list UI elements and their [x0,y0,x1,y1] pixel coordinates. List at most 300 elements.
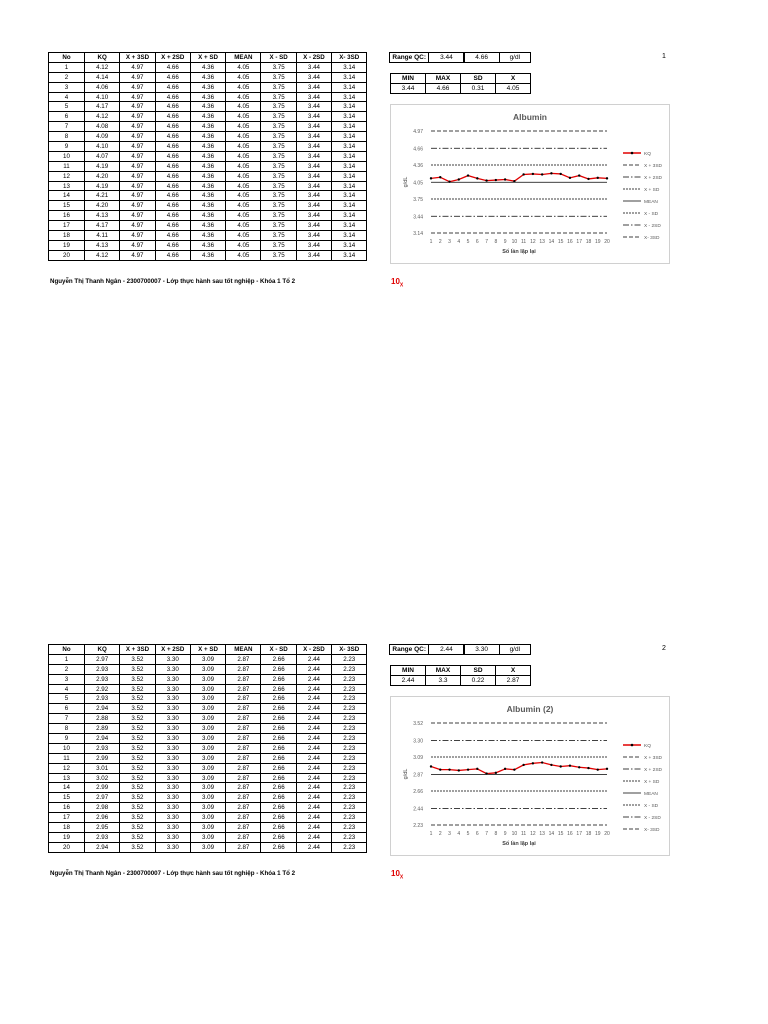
qc-table [48,52,367,261]
limit-cell: 3.30 [155,793,190,803]
table-row [49,181,367,191]
table-row [49,82,367,92]
limit-cell: 4.05 [226,221,261,231]
limit-cell: 2.23 [332,763,367,773]
kq-point [476,768,478,770]
limit-cell: 2.87 [226,793,261,803]
limit-cell: 3.09 [190,694,225,704]
kq-point [578,174,580,176]
kq-point [587,767,589,769]
limit-cell: 4.97 [120,72,155,82]
kq-point [504,178,506,180]
limit-cell: 2.66 [261,832,296,842]
qc-table-header [49,53,367,63]
table-row [49,161,367,171]
limit-cell: 2.87 [226,684,261,694]
row-number: 11 [49,753,85,763]
limit-cell: 4.66 [155,132,190,142]
y-tick-label: 3.44 [413,214,423,221]
kq-cell: 3.01 [85,763,120,773]
x-tick-label: 2 [438,831,442,837]
stat-x-value: 4.05 [496,84,531,94]
limit-cell: 3.75 [261,201,296,211]
table-row [49,250,367,260]
kq-point [569,764,571,766]
x-tick-label: 12 [530,831,536,837]
limit-cell: 4.66 [155,92,190,102]
table-row [49,240,367,250]
limit-cell: 3.75 [261,142,296,152]
limit-cell: 3.30 [155,842,190,852]
limit-cell: 2.44 [296,734,331,744]
limit-cell: 3.52 [120,724,155,734]
limit-cell: 3.30 [155,753,190,763]
kq-cell: 2.97 [85,654,120,664]
limit-cell: 3.44 [296,102,331,112]
limit-cell: 2.44 [296,753,331,763]
limit-cell: 3.75 [261,62,296,72]
kq-cell: 4.17 [85,102,120,112]
kq-point [458,769,460,771]
x-tick-label: 1 [429,831,433,837]
legend-label: X- 3SD [644,827,660,833]
limit-cell: 4.05 [226,142,261,152]
row-number: 18 [49,823,85,833]
kq-cell: 2.99 [85,753,120,763]
limit-cell: 4.36 [190,171,225,181]
limit-cell: 4.36 [190,191,225,201]
x-tick-label: 5 [466,831,470,837]
y-tick-label: 3.14 [413,231,423,237]
limit-cell: 3.44 [296,240,331,250]
kq-cell: 4.13 [85,240,120,250]
row-number: 12 [49,171,85,181]
x-tick-label: 18 [585,239,592,245]
limit-cell: 4.66 [155,62,190,72]
limit-cell: 3.14 [332,112,367,122]
limit-cell: 4.97 [120,102,155,112]
limit-cell: 2.66 [261,704,296,714]
limit-cell: 3.52 [120,743,155,753]
stat-sd-label: SD [461,74,496,84]
limit-cell: 3.44 [296,231,331,241]
kq-point [430,765,432,767]
kq-cell: 2.93 [85,674,120,684]
chart-svg [391,697,669,855]
limit-cell: 4.36 [190,201,225,211]
limit-cell: 4.05 [226,62,261,72]
limit-cell: 4.36 [190,231,225,241]
range-qc-label: Range QC: [389,644,429,655]
limit-cell: 3.30 [155,783,190,793]
y-tick-label: 4.66 [413,146,423,153]
limit-cell: 3.52 [120,654,155,664]
table-row [49,151,367,161]
limit-cell: 4.05 [226,132,261,142]
limit-cell: 2.23 [332,842,367,852]
row-number: 19 [49,240,85,250]
limit-cell: 3.44 [296,112,331,122]
footer-author: Nguyễn Thị Thanh Ngân - 2300700007 - Lớp thực hành sau tốt nghiệp - Khóa 1 Tổ 2 [50,278,296,285]
limit-cell: 3.14 [332,102,367,112]
kq-point [597,177,599,179]
stats-table [390,73,531,94]
col-x-minus-2sd: X - 2SD [296,53,331,63]
y-tick-label: 4.97 [413,129,423,135]
row-number: 3 [49,82,85,92]
limit-cell: 3.52 [120,753,155,763]
table-row [49,664,367,674]
limit-cell: 2.23 [332,654,367,664]
limit-cell: 3.44 [296,181,331,191]
limit-cell: 3.14 [332,171,367,181]
legend-label: X + 2SD [644,175,662,181]
limit-cell: 2.66 [261,714,296,724]
limit-cell: 2.23 [332,783,367,793]
limit-cell: 2.66 [261,743,296,753]
limit-cell: 2.87 [226,734,261,744]
limit-cell: 3.14 [332,240,367,250]
limit-cell: 3.44 [296,142,331,152]
row-number: 15 [49,201,85,211]
kq-cell: 2.93 [85,664,120,674]
table-row [49,823,367,833]
limit-cell: 2.44 [296,842,331,852]
limit-cell: 4.66 [155,191,190,201]
limit-cell: 2.87 [226,813,261,823]
limit-cell: 2.87 [226,823,261,833]
table-row [49,132,367,142]
limit-cell: 3.14 [332,151,367,161]
kq-point [550,172,552,174]
kq-cell: 4.17 [85,221,120,231]
range-qc-low: 2.44 [428,644,464,655]
x-tick-label: 16 [567,831,573,837]
limit-cell: 4.66 [155,221,190,231]
table-row [49,231,367,241]
limit-cell: 4.97 [120,122,155,132]
row-number: 20 [49,842,85,852]
kq-point [430,177,432,179]
row-number: 16 [49,803,85,813]
kq-cell: 4.12 [85,250,120,260]
kq-cell: 3.02 [85,773,120,783]
limit-cell: 3.30 [155,763,190,773]
kq-point [550,764,552,766]
limit-cell: 4.36 [190,122,225,132]
table-row [49,793,367,803]
x-tick-label: 12 [530,239,536,245]
limit-cell: 4.05 [226,211,261,221]
limit-cell: 2.66 [261,783,296,793]
limit-cell: 4.97 [120,82,155,92]
kq-cell: 2.99 [85,783,120,793]
qc-table [48,644,367,853]
limit-cell: 3.09 [190,793,225,803]
limit-cell: 3.30 [155,813,190,823]
row-number: 7 [49,714,85,724]
limit-cell: 2.44 [296,684,331,694]
col-x-sd: X + SD [190,53,225,63]
limit-cell: 2.66 [261,773,296,783]
kq-cell: 2.93 [85,694,120,704]
x-tick-label: 15 [557,831,564,837]
limit-cell: 2.44 [296,803,331,813]
limit-cell: 3.09 [190,803,225,813]
kq-cell: 4.14 [85,72,120,82]
x-tick-label: 16 [567,239,573,245]
table-row [49,112,367,122]
col-x-3sd: X + 3SD [120,53,155,63]
legend-label: MEAN [644,199,658,205]
limit-cell: 3.52 [120,773,155,783]
x-tick-label: 20 [604,831,610,837]
kq-point [504,768,506,770]
x-tick-label: 14 [548,239,555,245]
limit-cell: 2.87 [226,724,261,734]
limit-cell: 2.23 [332,714,367,724]
limit-cell: 2.87 [226,654,261,664]
limit-cell: 3.30 [155,823,190,833]
kq-point [448,768,450,770]
kq-point [485,772,487,774]
table-row [49,684,367,694]
kq-cell: 4.11 [85,231,120,241]
limit-cell: 4.66 [155,102,190,112]
limit-cell: 4.97 [120,181,155,191]
kq-cell: 2.97 [85,793,120,803]
stat-max-label: MAX [426,74,461,84]
table-row [49,813,367,823]
limit-cell: 2.87 [226,832,261,842]
row-number: 20 [49,250,85,260]
levey-jennings-chart [390,104,670,264]
limit-cell: 4.97 [120,231,155,241]
stat-min-label: MIN [391,74,426,84]
limit-cell: 3.52 [120,823,155,833]
limit-cell: 2.66 [261,684,296,694]
range-qc [390,644,531,655]
limit-cell: 3.30 [155,724,190,734]
limit-cell: 2.87 [226,743,261,753]
row-number: 3 [49,674,85,684]
y-tick-label: 3.75 [413,197,423,203]
row-number: 15 [49,793,85,803]
limit-cell: 2.23 [332,753,367,763]
kq-point [532,173,534,175]
x-tick-label: 11 [521,239,527,245]
x-tick-label: 19 [594,239,601,245]
row-number: 5 [49,694,85,704]
kq-series-line [431,173,607,181]
legend-label: KQ [644,151,651,157]
limit-cell: 2.66 [261,803,296,813]
legend-marker [631,744,634,747]
limit-cell: 4.05 [226,240,261,250]
stat-sd-value: 0.22 [461,676,496,686]
table-row [49,654,367,664]
kq-cell: 4.19 [85,161,120,171]
limit-cell: 3.14 [332,181,367,191]
limit-cell: 3.44 [296,171,331,181]
limit-cell: 2.87 [226,773,261,783]
kq-point [559,173,561,175]
table-row [49,211,367,221]
limit-cell: 4.66 [155,142,190,152]
qc-table-header [49,645,367,655]
stat-sd-label: SD [461,666,496,676]
table-row [49,122,367,132]
kq-cell: 4.21 [85,191,120,201]
table-row [49,773,367,783]
limit-cell: 4.66 [155,171,190,181]
limit-cell: 2.87 [226,842,261,852]
kq-point [439,768,441,770]
limit-cell: 2.66 [261,664,296,674]
row-number: 17 [49,813,85,823]
limit-cell: 4.36 [190,102,225,112]
kq-cell: 2.88 [85,714,120,724]
x-axis-label: Số lần lặp lại [502,841,536,847]
limit-cell: 3.75 [261,151,296,161]
table-row [49,221,367,231]
col-no: No [49,53,85,63]
limit-cell: 3.14 [332,132,367,142]
row-number: 9 [49,142,85,152]
limit-cell: 4.05 [226,171,261,181]
kq-point [606,177,608,179]
limit-cell: 3.09 [190,664,225,674]
limit-cell: 2.87 [226,714,261,724]
x-tick-label: 7 [485,239,488,245]
table-row [49,201,367,211]
limit-cell: 4.66 [155,231,190,241]
limit-cell: 2.23 [332,694,367,704]
limit-cell: 3.75 [261,82,296,92]
limit-cell: 3.44 [296,161,331,171]
limit-cell: 2.66 [261,842,296,852]
kq-point [439,176,441,178]
limit-cell: 2.87 [226,674,261,684]
limit-cell: 3.14 [332,122,367,132]
chart-title: Albumin (2) [506,704,554,714]
kq-cell: 4.19 [85,181,120,191]
limit-cell: 3.09 [190,823,225,833]
limit-cell: 2.66 [261,694,296,704]
limit-cell: 4.66 [155,82,190,92]
limit-cell: 3.30 [155,664,190,674]
limit-cell: 3.52 [120,714,155,724]
limit-cell: 3.75 [261,112,296,122]
limit-cell: 3.09 [190,704,225,714]
limit-cell: 2.23 [332,793,367,803]
limit-cell: 3.44 [296,221,331,231]
limit-cell: 3.44 [296,250,331,260]
limit-cell: 3.09 [190,714,225,724]
limit-cell: 4.66 [155,240,190,250]
legend-label: X- 3SD [644,235,660,241]
limit-cell: 3.09 [190,743,225,753]
x-tick-label: 13 [539,831,545,837]
kq-cell: 4.20 [85,171,120,181]
row-number: 2 [49,664,85,674]
limit-cell: 3.52 [120,763,155,773]
limit-cell: 3.30 [155,773,190,783]
x-tick-label: 7 [485,831,488,837]
limit-cell: 3.44 [296,211,331,221]
limit-cell: 3.09 [190,654,225,664]
table-row [49,191,367,201]
stat-max-value: 3.3 [426,676,461,686]
limit-cell: 3.09 [190,684,225,694]
limit-cell: 3.30 [155,684,190,694]
stat-max-value: 4.66 [426,84,461,94]
limit-cell: 3.52 [120,734,155,744]
limit-cell: 4.97 [120,92,155,102]
table-row [49,842,367,852]
y-axis-label: g/dL [403,768,409,780]
row-number: 14 [49,783,85,793]
y-tick-label: 3.52 [413,721,423,727]
limit-cell: 2.44 [296,714,331,724]
limit-cell: 3.44 [296,132,331,142]
table-row [49,171,367,181]
limit-cell: 3.44 [296,72,331,82]
limit-cell: 4.36 [190,82,225,92]
kq-cell: 2.98 [85,803,120,813]
limit-cell: 3.52 [120,783,155,793]
limit-cell: 3.75 [261,122,296,132]
range-qc-unit: g/dl [499,52,531,63]
x-tick-label: 14 [548,831,555,837]
x-tick-label: 6 [475,239,479,245]
limit-cell: 3.30 [155,694,190,704]
limit-cell: 3.52 [120,674,155,684]
limit-cell: 4.36 [190,211,225,221]
limit-cell: 3.14 [332,221,367,231]
limit-cell: 3.14 [332,211,367,221]
limit-cell: 4.05 [226,112,261,122]
limit-cell: 3.75 [261,221,296,231]
row-number: 7 [49,122,85,132]
kq-point [597,768,599,770]
row-number: 2 [49,72,85,82]
table-row [49,72,367,82]
kq-cell: 4.13 [85,211,120,221]
limit-cell: 2.23 [332,803,367,813]
col-x-minus-sd: X - SD [261,53,296,63]
limit-cell: 4.36 [190,112,225,122]
limit-cell: 4.36 [190,250,225,260]
legend-label: X - SD [644,803,659,809]
limit-cell: 3.14 [332,62,367,72]
page-number: 2 [662,645,666,652]
kq-point [495,772,497,774]
stats-table [390,665,531,686]
kq-cell: 4.09 [85,132,120,142]
limit-cell: 2.44 [296,654,331,664]
limit-cell: 3.30 [155,714,190,724]
limit-cell: 2.66 [261,753,296,763]
limit-cell: 4.05 [226,102,261,112]
limit-cell: 3.09 [190,753,225,763]
x-tick-label: 13 [539,239,545,245]
x-tick-label: 9 [503,239,507,245]
y-axis-label: g/dL [403,176,409,188]
row-number: 12 [49,763,85,773]
limit-cell: 3.14 [332,201,367,211]
table-row [49,62,367,72]
